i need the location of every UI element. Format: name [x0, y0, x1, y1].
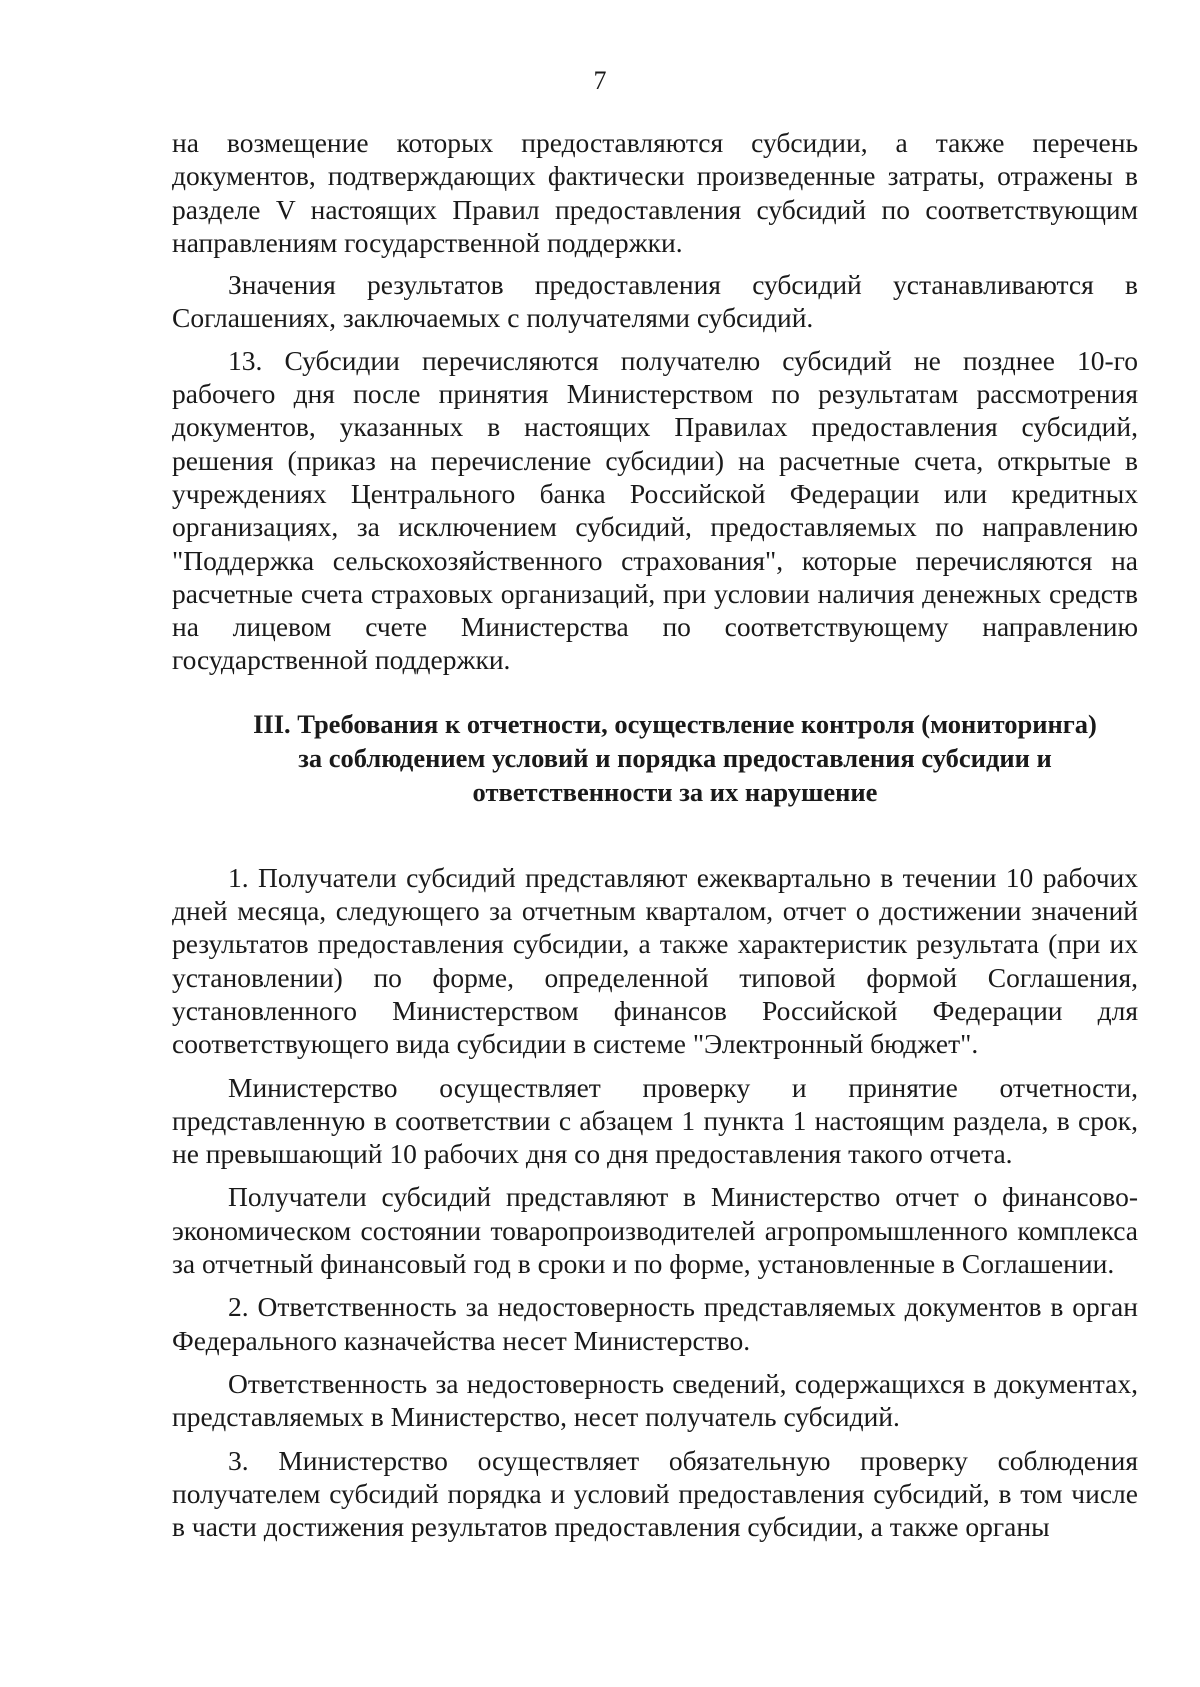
- section-heading-line-1: III. Требования к отчетности, осуществление контроля (мониторинга): [253, 708, 1097, 739]
- paragraph-item-3-verification: 3. Министерство осуществляет обязательную проверку соблюдения получателем субсидий порядка и условий предоставления субсидий, в том числе в части достижения результатов предоставления субсидии, а также органы: [172, 1444, 1138, 1543]
- paragraph-ministry-check: Министерство осуществляет проверку и принятие отчетности, представленную в соответствии с абзацем 1 пункта 1 настоящим раздела, в срок, не превышающий 10 рабочих дня со дня предоставления такого отчета.: [172, 1071, 1138, 1170]
- section-heading-line-2: за соблюдением условий и порядка предоставления субсидии и: [298, 742, 1052, 773]
- paragraph-item-1-reporting: 1. Получатели субсидий представляют ежеквартально в течении 10 рабочих дней месяца, следующего за отчетным кварталом, отчет о достижении значений результатов предоставления субсидии, а также характеристик результата (при их установлении) по форме, определенной типовой формой Соглашения, установленного Министерством финансов Российской Федерации для соответствующего вида субсидии в системе "Электронный бюджет".: [172, 861, 1138, 1060]
- page-number: 7: [593, 66, 607, 95]
- section-heading: [172, 707, 1138, 809]
- paragraph-item-13: 13. Субсидии перечисляются получателю субсидий не позднее 10-го рабочего дня после принятия Министерством по результатам рассмотрения документов, указанных в настоящих Правилах предоставления субсидий, решения (приказ на перечисление субсидии) на расчетные счета, открытые в учреждениях Центрального банка Российской Федерации или кредитных организациях, за исключением субсидий, предоставляемых по направлению "Поддержка сельскохозяйственного страхования", которые перечисляются на расчетные счета страховых организаций, при условии наличия денежных средств на лицевом счете Министерства по соответствующему направлению государственной поддержки.: [172, 344, 1138, 676]
- document-body: [172, 126, 1138, 1543]
- paragraph-recipient-responsibility: Ответственность за недостоверность сведений, содержащихся в документах, представляемых в Министерство, несет получатель субсидий.: [172, 1367, 1138, 1433]
- paragraph-item-2-responsibility: 2. Ответственность за недостоверность представляемых документов в орган Федерального казначейства несет Министерство.: [172, 1291, 1138, 1356]
- paragraph-results-values: Значения результатов предоставления субсидий устанавливаются в Соглашениях, заключаемых с получателями субсидий.: [172, 269, 1138, 334]
- section-heading-line-3: ответственности за их нарушение: [472, 776, 878, 807]
- paragraph-financial-report: Получатели субсидий представляют в Министерство отчет о финансово-экономическом состоянии товаропроизводителей агропромышленного комплекса за отчетный финансовый год в сроки и по форме, установленные в Соглашении.: [172, 1181, 1138, 1280]
- paragraph-continuation: на возмещение которых предоставляются субсидии, а также перечень документов, подтверждающих фактически произведенные затраты, отражены в разделе V настоящих Правил предоставления субсидий по соответствующим направлениям государственной поддержки.: [172, 127, 1138, 258]
